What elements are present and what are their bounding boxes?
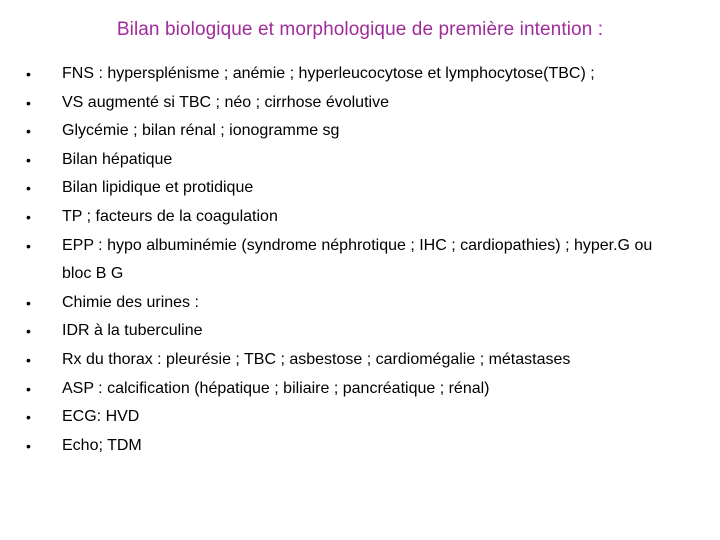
- bullet-icon: •: [26, 208, 31, 225]
- bullet-item: [26, 432, 686, 461]
- bullet-item: [26, 317, 686, 346]
- bullet-item: [26, 232, 686, 289]
- bullet-item: [26, 146, 686, 175]
- bullet-icon: •: [26, 94, 31, 111]
- bullet-icon: •: [26, 237, 31, 254]
- slide-title: Bilan biologique et morphologique de première intention :: [116, 19, 604, 40]
- bullet-icon: •: [26, 323, 31, 340]
- bullet-item: [26, 346, 686, 375]
- bullet-icon: •: [26, 66, 31, 82]
- bullet-item: [26, 375, 686, 404]
- bullet-text: Bilan hépatique: [62, 150, 173, 168]
- bullet-text: Chimie des urines :: [62, 293, 199, 311]
- bullet-text: ECG: HVD: [62, 408, 140, 426]
- bullet-item: [26, 174, 686, 203]
- bullet-text: Bilan lipidique et protidique: [62, 179, 254, 197]
- bullet-text: EPP : hypo albuminémie (syndrome néphrotique ; IHC ; cardiopathies) ; hyper.G ou bloc B G: [62, 236, 653, 283]
- bullet-item: [26, 117, 686, 146]
- bullet-text: VS augmenté si TBC ; néo ; cirrhose évolutive: [62, 93, 389, 111]
- bullet-item: [26, 89, 686, 118]
- bullet-text: FNS : hypersplénisme ; anémie ; hyperleucocytose et lymphocytose(TBC) ;: [62, 65, 595, 82]
- bullet-text: TP ; facteurs de la coagulation: [62, 207, 278, 225]
- bullet-item: [26, 403, 686, 432]
- bullet-item: [26, 203, 686, 232]
- bullet-list: [26, 60, 686, 460]
- bullet-text: ASP : calcification (hépatique ; biliaire ; pancréatique ; rénal): [62, 379, 490, 397]
- bullet-text: IDR à la tuberculine: [62, 322, 203, 340]
- bullet-icon: •: [26, 151, 31, 168]
- bullet-text: Rx du thorax : pleurésie ; TBC ; asbestose ; cardiomégalie ; métastases: [62, 350, 571, 368]
- bullet-icon: •: [26, 351, 31, 368]
- bullet-text: Glycémie ; bilan rénal ; ionogramme sg: [62, 122, 340, 140]
- bullet-icon: •: [26, 409, 31, 426]
- bullet-icon: •: [26, 437, 31, 454]
- bullet-item: [26, 289, 686, 318]
- bullet-text: Echo; TDM: [62, 436, 142, 454]
- bullet-item: [26, 60, 686, 89]
- bullet-icon: •: [26, 294, 31, 311]
- bullet-icon: •: [26, 123, 31, 140]
- bullet-icon: •: [26, 180, 31, 197]
- bullet-icon: •: [26, 380, 31, 397]
